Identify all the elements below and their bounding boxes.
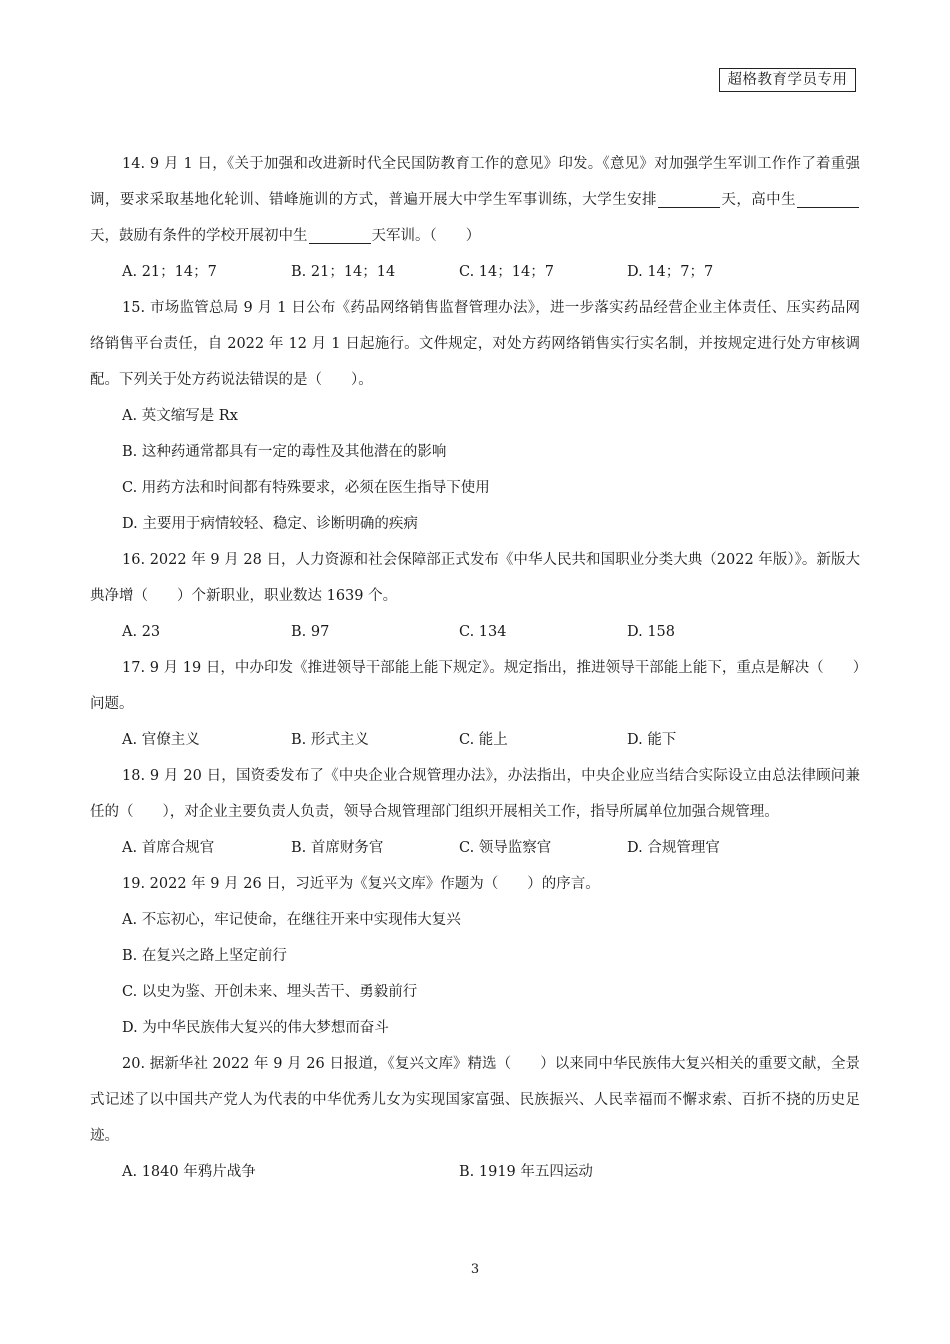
option-d: D. 主要用于病情较轻、稳定、诊断明确的疾病 xyxy=(122,516,418,532)
option-c: C. 领导监察官 xyxy=(459,840,552,856)
option-a: A. 不忘初心，牢记使命，在继往开来中实现伟大复兴 xyxy=(122,912,461,928)
option-a: A. 21；14；7 xyxy=(122,264,217,280)
option-b: B. 21；14；14 xyxy=(291,264,396,280)
watermark-stamp: 超格教育学员专用 xyxy=(719,68,856,92)
option-a: A. 23 xyxy=(122,624,161,640)
option-b: B. 97 xyxy=(291,624,330,640)
q14-text-1: 14. 9 月 1 日，《关于加强和改进新时代全民国防教育工作的意见》印发。《意见》对加强学生军训工作作了着重强调，要求采取基地化轮训、错峰施训的方式，普遍开展大中学生军事训练，大学生安排 xyxy=(90,156,860,208)
question-15-stem: 15. 市场监管总局 9 月 1 日公布《药品网络销售监督管理办法》，进一步落实药品经营企业主体责任、压实药品网络销售平台责任，自 2022 年 12 月 1 日起施行。文件规定，对处方药网络销售实行实名制，并按规定进行处方审核调配。下列关于处方药说法错误的是（ ）。 xyxy=(90,300,860,388)
option-b: B. 1919 年五四运动 xyxy=(459,1164,593,1180)
question-20-options xyxy=(90,1154,860,1190)
option-b: B. 在复兴之路上坚定前行 xyxy=(122,948,287,964)
option-c: C. 用药方法和时间都有特殊要求，必须在医生指导下使用 xyxy=(122,480,490,496)
question-19 xyxy=(90,866,860,1046)
question-18 xyxy=(90,758,860,866)
option-b: B. 这种药通常都具有一定的毒性及其他潜在的影响 xyxy=(122,444,447,460)
option-d: D. 14；7；7 xyxy=(627,264,714,280)
question-18-stem: 18. 9 月 20 日，国资委发布了《中央企业合规管理办法》，办法指出，中央企业应当结合实际设立由总法律顾问兼任的（ ），对企业主要负责人负责，领导合规管理部门组织开展相关工作，指导所属单位加强合规管理。 xyxy=(90,768,860,820)
fill-blank xyxy=(797,191,859,208)
page-number: 3 xyxy=(470,1262,480,1277)
question-16-stem: 16. 2022 年 9 月 28 日，人力资源和社会保障部正式发布《中华人民共和国职业分类大典（2022 年版）》。新版大典净增（ ）个新职业，职业数达 1639 个。 xyxy=(90,552,860,604)
q14-text-3: 天，鼓励有条件的学校开展初中生 xyxy=(90,228,308,244)
option-b: B. 首席财务官 xyxy=(291,840,384,856)
option-a: A. 官僚主义 xyxy=(122,732,200,748)
option-d: D. 合规管理官 xyxy=(627,840,720,856)
option-c: C. 以史为鉴、开创未来、埋头苦干、勇毅前行 xyxy=(122,984,418,1000)
question-17 xyxy=(90,650,860,758)
question-20-stem: 20. 据新华社 2022 年 9 月 26 日报道，《复兴文库》精选（ ）以来同中华民族伟大复兴相关的重要文献，全景式记述了以中国共产党人为代表的中华优秀儿女为实现国家富强、民族振兴、人民幸福而不懈求索、百折不挠的历史足迹。 xyxy=(90,1056,860,1144)
q14-text-4: 天军训。（ ） xyxy=(371,228,481,244)
question-14-options xyxy=(90,254,860,290)
fill-blank xyxy=(309,227,371,244)
option-d: D. 158 xyxy=(627,624,676,640)
question-14-stem xyxy=(90,146,860,254)
option-a: A. 首席合规官 xyxy=(122,840,215,856)
question-19-stem: 19. 2022 年 9 月 26 日，习近平为《复兴文库》作题为（ ）的序言。 xyxy=(122,876,600,892)
option-d: D. 为中华民族伟大复兴的伟大梦想而奋斗 xyxy=(122,1020,389,1036)
question-18-options xyxy=(90,830,860,866)
question-15 xyxy=(90,290,860,542)
option-a: A. 英文缩写是 Rx xyxy=(122,408,238,424)
question-16 xyxy=(90,542,860,650)
fill-blank xyxy=(658,191,720,208)
question-20 xyxy=(90,1046,860,1190)
question-14 xyxy=(90,146,860,290)
question-list xyxy=(90,146,860,1190)
option-c: C. 能上 xyxy=(459,732,508,748)
option-a: A. 1840 年鸦片战争 xyxy=(122,1164,256,1180)
question-17-options xyxy=(90,722,860,758)
option-b: B. 形式主义 xyxy=(291,732,369,748)
option-d: D. 能下 xyxy=(627,732,677,748)
q14-text-2: 天，高中生 xyxy=(720,192,797,208)
option-c: C. 134 xyxy=(459,624,507,640)
question-16-options xyxy=(90,614,860,650)
option-c: C. 14；14；7 xyxy=(459,264,554,280)
question-17-stem: 17. 9 月 19 日，中办印发《推进领导干部能上能下规定》。规定指出，推进领导干部能上能下，重点是解决（ ）问题。 xyxy=(90,660,860,712)
